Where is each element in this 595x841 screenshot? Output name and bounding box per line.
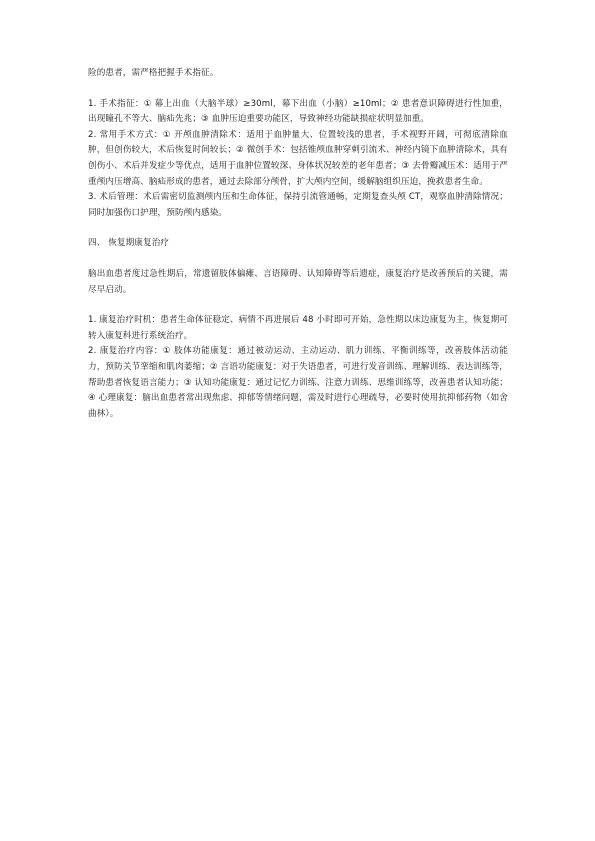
rehab-timing-item: 1. 康复治疗时机：患者生命体征稳定、病情不再进展后 48 小时即可开始，急性期以床边康复为主，恢复期可转入康复科进行系统治疗。 — [88, 315, 508, 341]
spacer — [88, 221, 508, 236]
intro-paragraph: 险的患者，需严格把握手术指征。 — [88, 68, 219, 78]
postoperative-management-item: 3. 术后管理：术后需密切监测颅内压和生命体征，保持引流管通畅，定期复查头颅 CT，观察血肿清除情况；同时加强伤口护理，预防颅内感染。 — [88, 192, 508, 218]
spacer — [88, 298, 508, 313]
rehab-content-item: 2. 康复治疗内容：① 肢体功能康复：通过被动运动、主动运动、肌力训练、平衡训练等，改善肢体活动能力，预防关节挛缩和肌肉萎缩；② 言语功能康复：对于失语患者，可进行发音训练、理解训练、表达训练等，帮助患者恢复语言能力；③ 认知功能康复：通过记忆力训练、注意力训练、思维训练等，改善患者认知功能；④ 心理康复：脑出血患者常出现焦虑、抑郁等情绪问题，需及时进行心理疏导，必要时使用抗抑郁药物（如舍曲林）。 — [88, 346, 508, 419]
document-body — [88, 66, 508, 422]
spacer — [88, 252, 508, 267]
surgery-indication-item: 1. 手术指征：① 幕上出血（大脑半球）≥30ml，幕下出血（小脑）≥10ml；② 患者意识障碍进行性加重，出现瞳孔不等大、脑疝先兆；③ 血肿压迫重要功能区，导致神经功能缺损症状明显加重。 — [88, 98, 508, 125]
spacer — [88, 82, 508, 97]
section-heading-rehabilitation: 四、 恢复期康复治疗 — [88, 238, 170, 249]
surgery-method-item: 2. 常用手术方式：① 开颅血肿清除术：适用于血肿量大、位置较浅的患者，手术视野开阔，可彻底清除血肿，但创伤较大，术后恢复时间较长；② 微创手术：包括锥颅血肿穿刺引流术、神经内镜下血肿清除术，具有创伤小、术后并发症少等优点，适用于血肿位置较深、身体状况较差的老年患者；③ 去骨瓣减压术：适用于严重颅内压增高、脑疝形成的患者，通过去除部分颅骨，扩大颅内空间，缓解脑组织压迫，挽救患者生命。 — [88, 129, 508, 187]
rehab-intro-paragraph: 脑出血患者度过急性期后，常遗留肢体偏瘫、言语障碍、认知障碍等后遗症，康复治疗是改善预后的关键，需尽早启动。 — [88, 268, 508, 295]
